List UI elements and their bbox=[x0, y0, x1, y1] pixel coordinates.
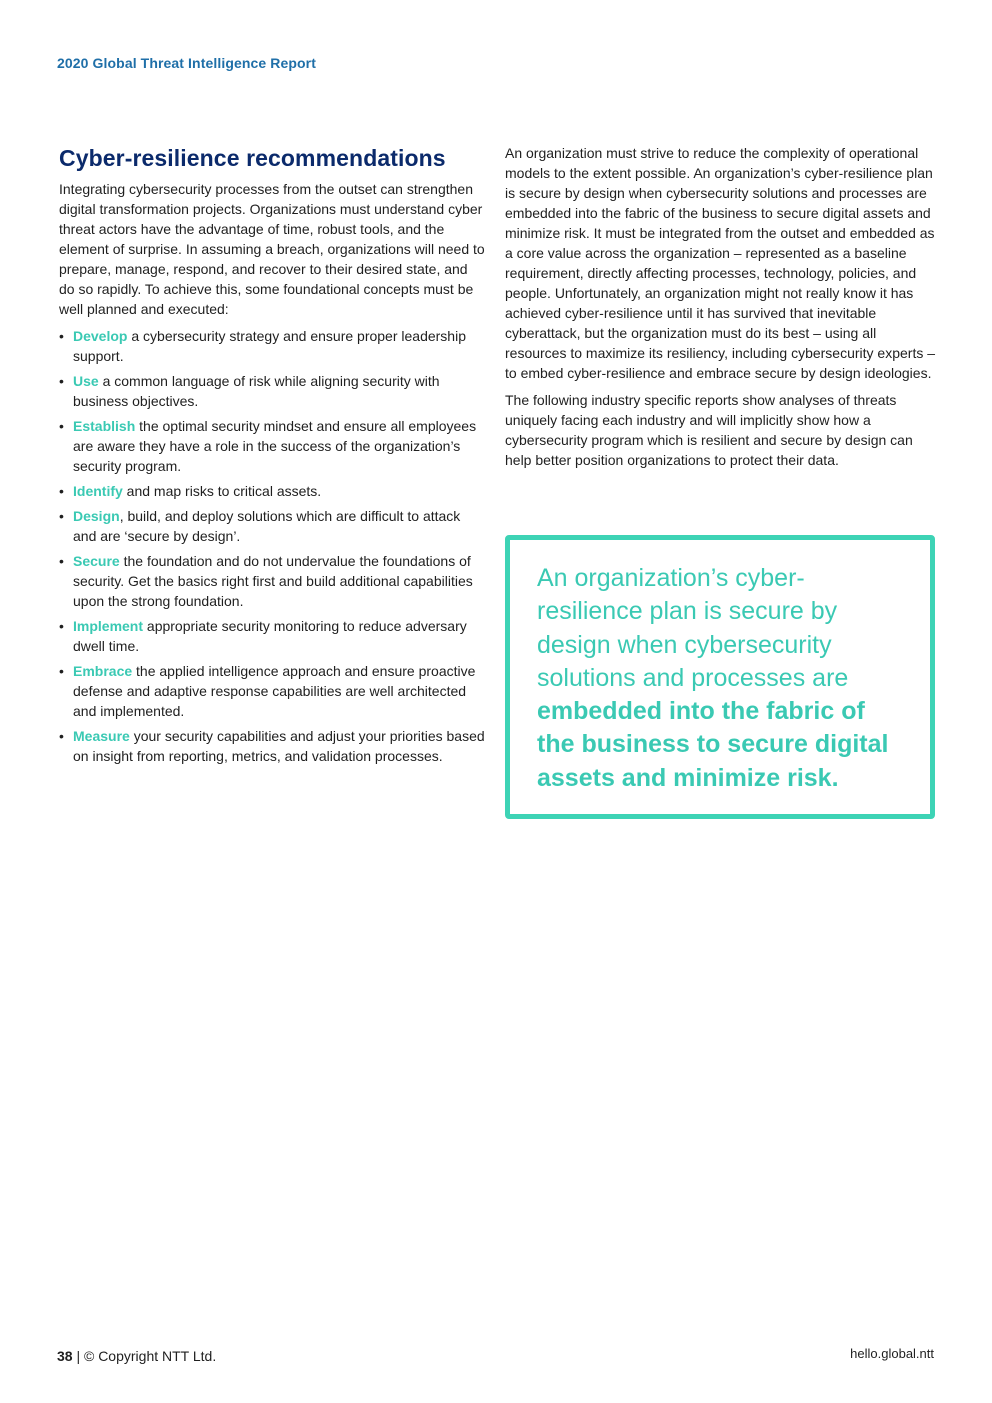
body-paragraph-1: An organization must strive to reduce the complexity of operational models to the extent possible. An organization’s cyber-resilience plan is secure by design when cybersecurity solutions and processes are embedded into the fabric of the business to secure digital assets and minimize risk. It must be integrated from the outset and embedded as a core value across the organization – represented as a baseline requirement, directly affecting processes, technology, policies, and people. Unfortunately, an organization might not really know it has achieved cyber-resilience until it has survived that inevitable cyberattack, but the organization must do its best – using all resources to maximize its resiliency, including cybersecurity experts – to embed cyber-resilience and embrace secure by design ideologies. bbox=[505, 145, 936, 381]
bullet-icon: • bbox=[59, 618, 64, 634]
list-item bbox=[59, 326, 487, 366]
list-item bbox=[59, 661, 487, 721]
left-column bbox=[59, 143, 487, 771]
footer-copyright bbox=[57, 1348, 216, 1364]
bullet-icon: • bbox=[59, 483, 64, 499]
bullet-icon: • bbox=[59, 373, 64, 389]
keyword: Implement bbox=[73, 618, 144, 634]
list-item-text: , build, and deploy solutions which are difficult to attack and are ‘secure by design’. bbox=[73, 508, 461, 544]
list-item-text: your security capabilities and adjust your priorities based on insight from reporting, metrics, and validation processes. bbox=[73, 728, 485, 764]
section-heading: Cyber-resilience recommendations bbox=[59, 145, 446, 171]
keyword: Design bbox=[73, 508, 120, 524]
keyword: Measure bbox=[73, 728, 130, 744]
list-item-text: and map risks to critical assets. bbox=[122, 483, 322, 499]
list-item-text: the optimal security mindset and ensure all employees are aware they have a role in the success of the organization’s security program. bbox=[73, 418, 477, 474]
bullet-icon: • bbox=[59, 553, 64, 569]
right-column bbox=[505, 143, 937, 477]
intro-paragraph: Integrating cybersecurity processes from the outset can strengthen digital transformation projects. Organizations must understand cyber threat actors have the advantage of time, robust tools, and the element of surprise. In assuming a breach, organizations will need to prepare, manage, respond, and recover to their desired state, and do so rapidly. To achieve this, some foundational concepts must be well planned and executed: bbox=[59, 181, 485, 317]
pull-quote-light: An organization’s cyber-resilience plan is secure by design when cybersecurity solutions and processes are bbox=[537, 564, 849, 692]
list-item-text: the foundation and do not undervalue the foundations of security. Get the basics right first and build additional capabilities upon the strong foundation. bbox=[73, 553, 473, 609]
keyword: Use bbox=[73, 373, 99, 389]
list-item-text: a common language of risk while aligning security with business objectives. bbox=[73, 373, 440, 409]
page-number: 38 bbox=[57, 1348, 73, 1364]
footer-site-link[interactable]: hello.global.ntt bbox=[850, 1346, 934, 1361]
list-item bbox=[59, 616, 487, 656]
list-item bbox=[59, 551, 487, 611]
pull-quote bbox=[537, 562, 904, 795]
list-item bbox=[59, 726, 487, 766]
bullet-icon: • bbox=[59, 418, 64, 434]
list-item bbox=[59, 371, 487, 411]
list-item bbox=[59, 506, 487, 546]
keyword: Develop bbox=[73, 328, 128, 344]
copyright-text: | © Copyright NTT Ltd. bbox=[72, 1348, 217, 1364]
bullet-icon: • bbox=[59, 328, 64, 344]
recommendation-list bbox=[59, 326, 487, 766]
keyword: Identify bbox=[73, 483, 123, 499]
running-header: 2020 Global Threat Intelligence Report bbox=[57, 55, 316, 71]
keyword: Secure bbox=[73, 553, 120, 569]
keyword: Establish bbox=[73, 418, 136, 434]
keyword: Embrace bbox=[73, 663, 133, 679]
bullet-icon: • bbox=[59, 663, 64, 679]
pull-quote-box bbox=[505, 535, 935, 819]
pull-quote-bold: embedded into the fabric of the business to secure digital assets and minimize risk. bbox=[537, 697, 889, 792]
list-item-text: appropriate security monitoring to reduce adversary dwell time. bbox=[73, 618, 467, 654]
list-item bbox=[59, 416, 487, 476]
list-item-text: the applied intelligence approach and ensure proactive defense and adaptive response capabilities are well architected and implemented. bbox=[73, 663, 476, 719]
list-item-text: a cybersecurity strategy and ensure proper leadership support. bbox=[73, 328, 466, 364]
bullet-icon: • bbox=[59, 508, 64, 524]
body-paragraph-2: The following industry specific reports show analyses of threats uniquely facing each industry and will implicitly show how a cybersecurity program which is resilient and secure by design can help better position organizations to protect their data. bbox=[505, 392, 913, 468]
bullet-icon: • bbox=[59, 728, 64, 744]
list-item bbox=[59, 481, 487, 501]
